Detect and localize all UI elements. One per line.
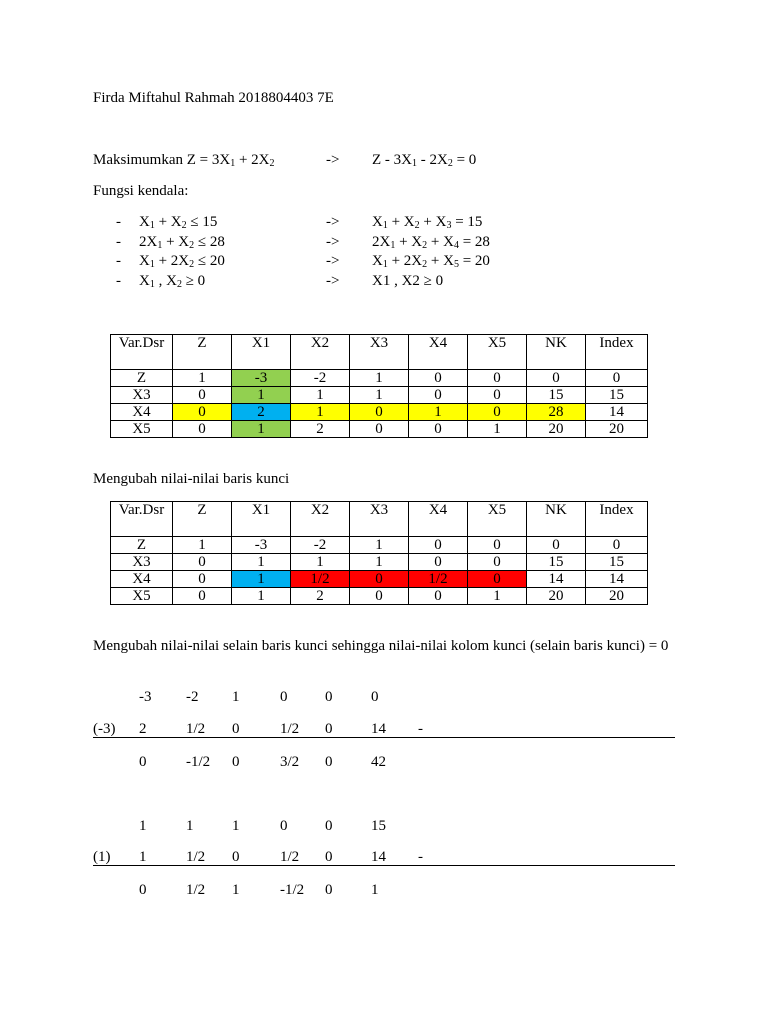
- table-cell: 1: [173, 537, 232, 554]
- table-header-cell: Z: [173, 502, 232, 537]
- table-row: [111, 588, 648, 605]
- table-cell: 0: [527, 537, 586, 554]
- table-header-cell: X3: [350, 335, 409, 370]
- table-cell: 20: [527, 421, 586, 438]
- table-cell: 1: [350, 537, 409, 554]
- calc-value: 0: [325, 818, 333, 834]
- table-cell: 14: [527, 571, 586, 588]
- table-cell: 1/2: [291, 571, 350, 588]
- constraint-equation: X1 , X2 ≥ 0: [372, 272, 444, 289]
- table-cell: 0: [409, 588, 468, 605]
- calc-value: 1/2: [280, 721, 300, 737]
- table-cell: X4: [111, 404, 173, 421]
- calc-value: 1: [139, 849, 147, 865]
- table-header-cell: Index: [586, 502, 648, 537]
- table-header-cell: NK: [527, 335, 586, 370]
- calc-value: 1/2: [186, 721, 206, 737]
- calc-divider-line: [93, 865, 675, 866]
- calc-multiplier: (-3): [93, 721, 116, 737]
- calc-value: -1/2: [280, 882, 305, 898]
- table-cell: 0: [468, 404, 527, 421]
- calc-minus-operator: -: [418, 721, 423, 737]
- table-row: [111, 387, 648, 404]
- calc-value: 42: [371, 754, 386, 770]
- table-cell: -3: [232, 537, 291, 554]
- calc-divider-line: [93, 737, 675, 738]
- calc-value: 0: [232, 754, 240, 770]
- table-header-cell: X5: [468, 335, 527, 370]
- table-cell: 0: [586, 370, 648, 387]
- calc-value: 0: [232, 849, 240, 865]
- calc-value: -1/2: [186, 754, 211, 770]
- table-cell: 1: [350, 370, 409, 387]
- table-header-row: [111, 335, 648, 370]
- table-cell: 14: [586, 571, 648, 588]
- calc-value: 14: [371, 721, 386, 737]
- table-cell: 1: [291, 387, 350, 404]
- constraint-bullet: -: [116, 253, 121, 269]
- calc-value: 0: [139, 754, 147, 770]
- constraint-arrow: ->: [326, 272, 340, 289]
- calc-value: 0: [371, 689, 379, 705]
- table-header-cell: X2: [291, 335, 350, 370]
- table-header-cell: X4: [409, 335, 468, 370]
- table-cell: 1: [468, 588, 527, 605]
- table-cell: 0: [409, 554, 468, 571]
- calc-value: 14: [371, 849, 386, 865]
- objective-arrow: ->: [326, 152, 340, 168]
- calc-value: 0: [232, 721, 240, 737]
- table-header-cell: Var.Dsr: [111, 335, 173, 370]
- table-cell: 0: [468, 537, 527, 554]
- calc-value: 1: [186, 818, 194, 834]
- calc-value: 1: [371, 882, 379, 898]
- table-cell: 14: [586, 404, 648, 421]
- table-header-cell: X5: [468, 502, 527, 537]
- table-header-cell: Z: [173, 335, 232, 370]
- objective-standard-form: $Z - 3X_1 - 2X_2 = 0$: [372, 152, 477, 169]
- table-cell: Z: [111, 370, 173, 387]
- table-cell: 0: [173, 571, 232, 588]
- table-cell: X3: [111, 554, 173, 571]
- table-row: [111, 404, 648, 421]
- table-cell: 0: [350, 588, 409, 605]
- table-row: [111, 554, 648, 571]
- table-cell: X3: [111, 387, 173, 404]
- table-cell: 1: [468, 421, 527, 438]
- section-title-other-rows: Mengubah nilai-nilai selain baris kunci sehingga nilai-nilai kolom kunci (selain baris kunci) = 0: [93, 638, 669, 654]
- table-cell: 0: [586, 537, 648, 554]
- simplex-table-key-row: [110, 501, 648, 605]
- table-cell: 0: [409, 387, 468, 404]
- calc-value: 0: [280, 818, 288, 834]
- table-cell: 0: [173, 421, 232, 438]
- constraint-bullet: -: [116, 214, 121, 230]
- table-cell: 0: [468, 387, 527, 404]
- table-cell: X5: [111, 421, 173, 438]
- table-cell: X4: [111, 571, 173, 588]
- table-cell: 1: [350, 387, 409, 404]
- calc-value: 2: [139, 721, 147, 737]
- calc-value: -3: [139, 689, 152, 705]
- constraints-heading: Fungsi kendala:: [93, 183, 189, 199]
- table-header-row: [111, 502, 648, 537]
- constraint-arrow: ->: [326, 214, 340, 230]
- calc-row-original: [93, 688, 675, 708]
- table-cell: 20: [586, 588, 648, 605]
- table-header-cell: X2: [291, 502, 350, 537]
- table-header-cell: Var.Dsr: [111, 502, 173, 537]
- table-header-cell: X4: [409, 502, 468, 537]
- calc-multiplier: (1): [93, 849, 111, 865]
- table-cell: -3: [232, 370, 291, 387]
- table-cell: 15: [586, 554, 648, 571]
- table-cell: 1: [291, 554, 350, 571]
- calc-value: 0: [325, 721, 333, 737]
- calc-value: 0: [325, 882, 333, 898]
- calc-value: -2: [186, 689, 199, 705]
- table-cell: 20: [527, 588, 586, 605]
- calc-row-result: [93, 753, 675, 773]
- calc-value: 0: [325, 754, 333, 770]
- calc-row-original: [93, 817, 675, 837]
- table-cell: 1: [232, 421, 291, 438]
- calc-value: 0: [325, 689, 333, 705]
- table-cell: 0: [173, 387, 232, 404]
- table-cell: 2: [291, 421, 350, 438]
- table-cell: 1: [232, 571, 291, 588]
- constraint-equation: $X_1 + 2X_2 + X_5 = 20$: [372, 253, 490, 270]
- calc-value: 1/2: [280, 849, 300, 865]
- table-cell: 1: [350, 554, 409, 571]
- table-header-cell: Index: [586, 335, 648, 370]
- calc-value: 0: [280, 689, 288, 705]
- calc-value: 3/2: [280, 754, 300, 770]
- table-cell: 0: [468, 571, 527, 588]
- table-row: [111, 421, 648, 438]
- table-cell: X5: [111, 588, 173, 605]
- table-cell: 0: [350, 421, 409, 438]
- table-header-cell: X1: [232, 335, 291, 370]
- table-cell: 2: [232, 404, 291, 421]
- table-cell: 0: [173, 404, 232, 421]
- calc-row-result: [93, 881, 675, 901]
- constraint-bullet: -: [116, 272, 121, 289]
- table-cell: -2: [291, 370, 350, 387]
- table-row: [111, 571, 648, 588]
- author-line: Firda Miftahul Rahmah 2018804403 7E: [93, 90, 334, 106]
- table-cell: 0: [409, 370, 468, 387]
- table-cell: -2: [291, 537, 350, 554]
- table-cell: 1: [409, 404, 468, 421]
- table-cell: 28: [527, 404, 586, 421]
- calc-value: 1/2: [186, 882, 206, 898]
- objective-function: Maksimumkan $Z = 3X_1 + 2X_2$: [93, 152, 275, 169]
- table-cell: 1: [232, 554, 291, 571]
- table-cell: 1: [232, 387, 291, 404]
- table-cell: 15: [527, 387, 586, 404]
- section-title-key-row: Mengubah nilai-nilai baris kunci: [93, 471, 290, 487]
- calc-minus-operator: -: [418, 849, 423, 865]
- table-row: [111, 370, 648, 387]
- table-cell: 0: [173, 588, 232, 605]
- calc-value: 1: [232, 882, 240, 898]
- table-cell: 0: [409, 421, 468, 438]
- calc-value: 1: [139, 818, 147, 834]
- table-cell: 2: [291, 588, 350, 605]
- constraint-equation: $X_1 + X_2 + X_3 = 15$: [372, 214, 483, 231]
- table-row: [111, 537, 648, 554]
- constraint-arrow: ->: [326, 253, 340, 269]
- table-header-cell: X1: [232, 502, 291, 537]
- calc-value: 0: [325, 849, 333, 865]
- table-cell: 0: [527, 370, 586, 387]
- table-header-cell: NK: [527, 502, 586, 537]
- constraint-arrow: ->: [326, 233, 340, 250]
- constraint-inequality: $X_1 + X_2 \le 15$: [139, 214, 218, 231]
- constraint-equation: $2X_1 + X_2 + X_4 = 28$: [372, 233, 490, 251]
- table-cell: 0: [468, 554, 527, 571]
- table-cell: 15: [586, 387, 648, 404]
- constraint-inequality: $X_1$ , $X_2 \ge 0$: [139, 272, 206, 290]
- calc-value: 0: [139, 882, 147, 898]
- table-cell: 0: [409, 537, 468, 554]
- table-cell: 0: [173, 554, 232, 571]
- constraint-inequality: $X_1 + 2X_2 \le 20$: [139, 253, 225, 270]
- constraint-inequality: $2X_1 + X_2 \le 28$: [139, 233, 225, 251]
- table-header-cell: X3: [350, 502, 409, 537]
- constraint-bullet: -: [116, 233, 121, 250]
- table-cell: 1/2: [409, 571, 468, 588]
- table-cell: 1: [173, 370, 232, 387]
- table-cell: 0: [468, 370, 527, 387]
- calc-value: 1: [232, 818, 240, 834]
- table-cell: 0: [350, 404, 409, 421]
- table-cell: 1: [291, 404, 350, 421]
- table-cell: 20: [586, 421, 648, 438]
- calc-value: 1/2: [186, 849, 206, 865]
- calc-value: 15: [371, 818, 386, 834]
- table-cell: 0: [350, 571, 409, 588]
- table-cell: 15: [527, 554, 586, 571]
- table-cell: 1: [232, 588, 291, 605]
- calc-value: 1: [232, 689, 240, 705]
- simplex-table-initial: [110, 334, 648, 438]
- table-cell: Z: [111, 537, 173, 554]
